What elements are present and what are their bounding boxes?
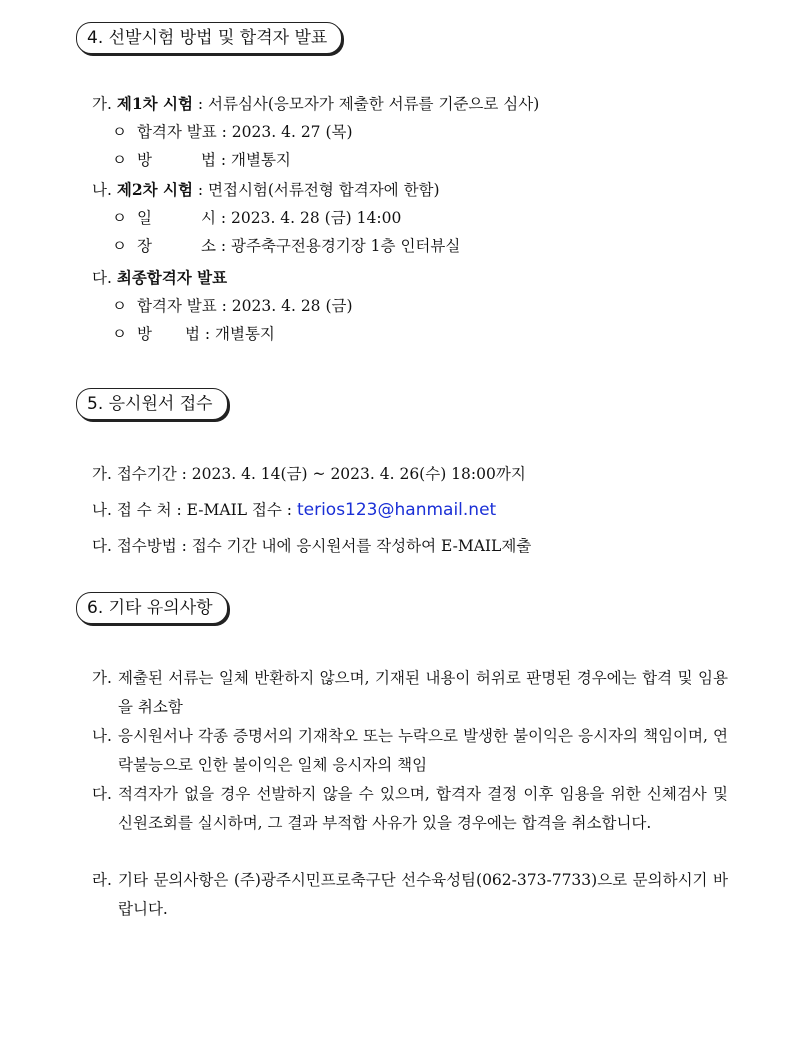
- s4-item-b2-text: : 광주축구전용경기장 1층 인터뷰실: [215, 237, 461, 255]
- bullet-icon: ㅇ: [112, 123, 127, 141]
- s4-item-c: [92, 268, 227, 288]
- s6-item-b-label: 나.: [92, 727, 112, 745]
- s4-item-a-text: : 서류심사(응모자가 제출한 서류를 기준으로 심사): [192, 95, 540, 113]
- s4-item-b-bold: 제2차 시험: [116, 180, 193, 199]
- section-4-title: 4. 선발시험 방법 및 합격자 발표: [76, 22, 342, 54]
- s6-item-d-text: 기타 문의사항은 (주)광주시민프로축구단 선수육성팀(062-373-7733)으로 문의하시기 바랍니다.: [118, 871, 728, 918]
- s4-item-c-label: 다.: [92, 269, 112, 287]
- s6-item-b-text: 응시원서나 각종 증명서의 기재착오 또는 누락으로 발생한 불이익은 응시자의 책임이며, 연락불능으로 인한 불이익은 일체 응시자의 책임: [118, 727, 728, 774]
- bullet-icon: ㅇ: [112, 237, 127, 255]
- s4-item-b1: [112, 208, 401, 228]
- s4-item-c1-text: 합격자 발표 : 2023. 4. 28 (금): [136, 297, 353, 315]
- s4-item-b-text: : 면접시험(서류전형 합격자에 한함): [192, 181, 440, 199]
- section-6-title: 6. 기타 유의사항: [76, 592, 228, 624]
- s4-item-c1: [112, 296, 353, 316]
- s6-item-b: [92, 722, 728, 780]
- s5-item-b: [92, 500, 496, 520]
- s6-item-a-text: 제출된 서류는 일체 반환하지 않으며, 기재된 내용이 허위로 판명된 경우에는 합격 및 임용을 취소함: [118, 669, 728, 716]
- s5-item-b-prefix: 나. 접 수 처 : E-MAIL 접수 :: [92, 501, 297, 519]
- s4-item-b1-key2: 시: [200, 209, 216, 227]
- s4-item-a1: [112, 122, 353, 142]
- s5-item-c: 다. 접수방법 : 접수 기간 내에 응시원서를 작성하여 E-MAIL제출: [92, 537, 532, 555]
- s6-item-d: [92, 866, 728, 924]
- s4-item-a-label: 가.: [92, 95, 112, 113]
- section-5-title: 5. 응시원서 접수: [76, 388, 228, 420]
- s4-item-b2: [112, 236, 460, 256]
- bullet-icon: ㅇ: [112, 325, 127, 343]
- bullet-icon: ㅇ: [112, 151, 127, 169]
- s4-item-b1-text: : 2023. 4. 28 (금) 14:00: [215, 209, 402, 227]
- s6-item-a-label: 가.: [92, 669, 112, 687]
- s4-item-a2: [112, 150, 291, 170]
- email-link[interactable]: terios123@hanmail.net: [296, 500, 497, 520]
- s4-item-c2-key: 방: [136, 325, 152, 343]
- s6-item-a: [92, 664, 728, 722]
- s6-item-d-label: 라.: [92, 871, 112, 889]
- s4-item-b2-key: 장: [136, 237, 152, 255]
- bullet-icon: ㅇ: [112, 209, 127, 227]
- s4-item-a: [92, 94, 539, 114]
- s4-item-a2-key2: 법: [200, 151, 216, 169]
- s4-item-c-bold: 최종합격자 발표: [116, 268, 228, 287]
- s4-item-a2-text: : 개별통지: [215, 151, 291, 169]
- s4-item-b1-key: 일: [136, 209, 152, 227]
- s4-item-a-bold: 제1차 시험: [116, 94, 193, 113]
- s4-item-c2: [112, 324, 275, 344]
- s4-item-b: [92, 180, 440, 200]
- s4-item-c2-key2: 법: [184, 325, 200, 343]
- s6-item-c-label: 다.: [92, 785, 112, 803]
- s6-item-c-text: 적격자가 없을 경우 선발하지 않을 수 있으며, 합격자 결정 이후 임용을 위한 신체검사 및 신원조회를 실시하며, 그 결과 부적합 사유가 있을 경우에는 합격을 취소합니다.: [118, 785, 728, 832]
- s5-item-a: 가. 접수기간 : 2023. 4. 14(금) ~ 2023. 4. 26(수) 18:00까지: [92, 465, 526, 483]
- s4-item-c2-text: : 개별통지: [199, 325, 275, 343]
- s6-item-c: [92, 780, 728, 838]
- s4-item-a2-key: 방: [136, 151, 152, 169]
- bullet-icon: ㅇ: [112, 297, 127, 315]
- s4-item-b2-key2: 소: [200, 237, 216, 255]
- s4-item-a1-text: 합격자 발표 : 2023. 4. 27 (목): [136, 123, 353, 141]
- s4-item-b-label: 나.: [92, 181, 112, 199]
